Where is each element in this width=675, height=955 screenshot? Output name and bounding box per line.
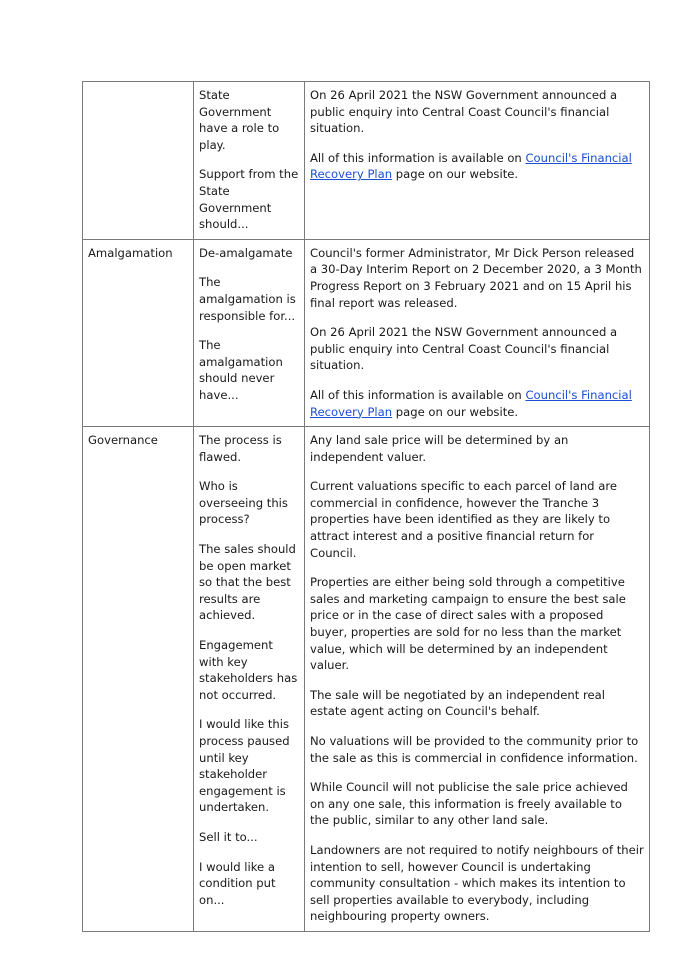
response-text: page on our website.	[392, 404, 519, 419]
concerns-cell	[194, 82, 305, 240]
concern-text: Who is overseeing this process?	[199, 479, 288, 527]
response-text: All of this information is available on	[310, 387, 526, 402]
response-paragraph: Current valuations specific to each parcel of land are commercial in confidence, however the Tranche 3 properties have been identified as they are likely to attract interest and a positive financial return for Council.	[310, 479, 617, 560]
response-text: page on our website.	[392, 167, 519, 182]
response-cell	[305, 239, 650, 426]
response-paragraph	[310, 150, 644, 183]
concern-text: The process is flawed.	[199, 433, 282, 464]
response-cell	[305, 427, 650, 932]
topic-label: Amalgamation	[88, 245, 173, 260]
response-paragraph: Any land sale price will be determined by an independent valuer.	[310, 433, 569, 464]
table-body	[83, 82, 650, 932]
response-cell	[305, 82, 650, 240]
topic-cell	[83, 239, 194, 426]
response-paragraph: Council's former Administrator, Mr Dick Person released a 30-Day Interim Report on 2 December 2020, a 3 Month Progress Report on 3 February 2021 and on 15 April his final report was released.	[310, 245, 642, 310]
response-paragraph: On 26 April 2021 the NSW Government announced a public enquiry into Central Coast Council's financial situation.	[310, 88, 618, 136]
financial-recovery-plan-link[interactable]: Council's Financial Recovery Plan	[310, 150, 632, 182]
concern-text: State Government have a role to play.	[199, 88, 280, 152]
response-paragraph: On 26 April 2021 the NSW Government announced a public enquiry into Central Coast Council's financial situation.	[310, 325, 618, 373]
concern-text: I would like this process paused until key stakeholder engagement is undertaken.	[199, 717, 290, 815]
response-paragraph: The sale will be negotiated by an independent real estate agent acting on Council's behalf.	[310, 687, 605, 719]
response-text: All of this information is available on	[310, 150, 526, 165]
feedback-response-table	[82, 81, 650, 932]
response-paragraph	[310, 387, 644, 420]
table-row	[83, 239, 650, 426]
topic-cell	[83, 427, 194, 932]
concern-text: The sales should be open market so that the best results are achieved.	[199, 542, 296, 623]
response-paragraph: No valuations will be provided to the community prior to the sale as this is commercial in confidence information.	[310, 734, 639, 765]
concerns-cell	[194, 239, 305, 426]
response-paragraph: Landowners are not required to notify neighbours of their intention to sell, however Council is undertaking community consultation - which makes its intention to sell properties available to everybody, including neighbouring property owners.	[310, 842, 644, 924]
concern-text: Engagement with key stakeholders has not occurred.	[199, 638, 298, 702]
concern-text: De-amalgamate	[199, 245, 293, 260]
financial-recovery-plan-link[interactable]: Council's Financial Recovery Plan	[310, 387, 632, 419]
table-row	[83, 82, 650, 240]
concerns-cell	[194, 427, 305, 932]
topic-cell	[83, 82, 194, 240]
topic-label: Governance	[88, 433, 158, 448]
response-paragraph: Properties are either being sold through a competitive sales and marketing campaign to ensure the best sale price or in the case of direct sales with a proposed buyer, properties are sold for no less than the market value, which will be determined by an independent valuer.	[310, 575, 626, 673]
concern-text: Support from the State Government should...	[199, 167, 299, 232]
concern-text: The amalgamation should never have...	[199, 338, 283, 402]
concern-text: Sell it to...	[199, 829, 258, 844]
concern-text: I would like a condition put on...	[199, 859, 276, 907]
response-paragraph: While Council will not publicise the sale price achieved on any one sale, this information is freely available to the public, similar to any other land sale.	[310, 780, 628, 828]
table-row	[83, 427, 650, 932]
concern-text: The amalgamation is responsible for...	[199, 275, 296, 323]
